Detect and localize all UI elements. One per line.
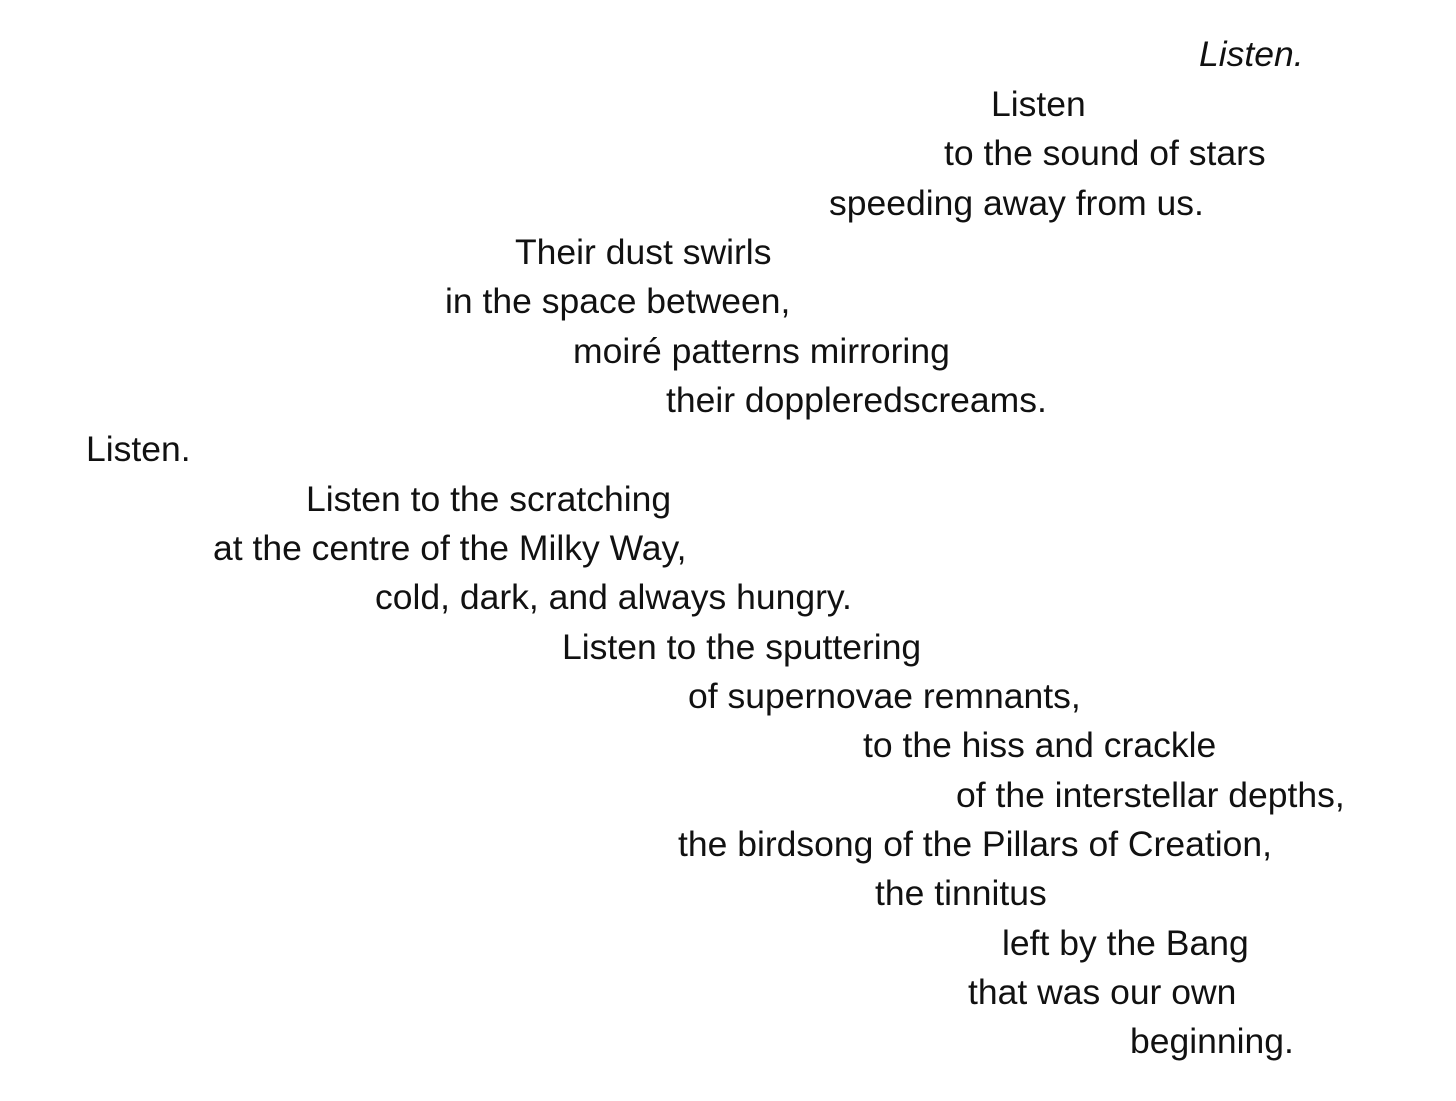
poem-line: speeding away from us. — [829, 183, 1204, 223]
poem-line: at the centre of the Milky Way, — [213, 528, 687, 568]
poem-line: Listen to the scratching — [306, 479, 672, 519]
poem-line: the tinnitus — [875, 873, 1047, 913]
poem-line: Listen to the sputtering — [562, 627, 922, 667]
poem-line: their doppleredscreams. — [666, 380, 1047, 420]
poem-line: to the hiss and crackle — [863, 725, 1217, 765]
poem-line: in the space between, — [445, 281, 791, 321]
poem-line: to the sound of stars — [944, 133, 1266, 173]
poem-line: Listen — [991, 84, 1086, 124]
poem-line: of supernovae remnants, — [688, 676, 1081, 716]
poem-line: cold, dark, and always hungry. — [375, 577, 852, 617]
poem-line: Listen. — [86, 429, 191, 469]
poem-line: beginning. — [1130, 1021, 1294, 1061]
poem-line: that was our own — [968, 972, 1237, 1012]
poem-line: of the interstellar depths, — [956, 775, 1345, 815]
poem-line: Listen. — [1199, 34, 1304, 74]
poem-line: the birdsong of the Pillars of Creation, — [678, 824, 1272, 864]
poem-line: moiré patterns mirroring — [573, 331, 950, 371]
poem-line: left by the Bang — [1002, 923, 1249, 963]
poem-line: Their dust swirls — [515, 232, 772, 272]
